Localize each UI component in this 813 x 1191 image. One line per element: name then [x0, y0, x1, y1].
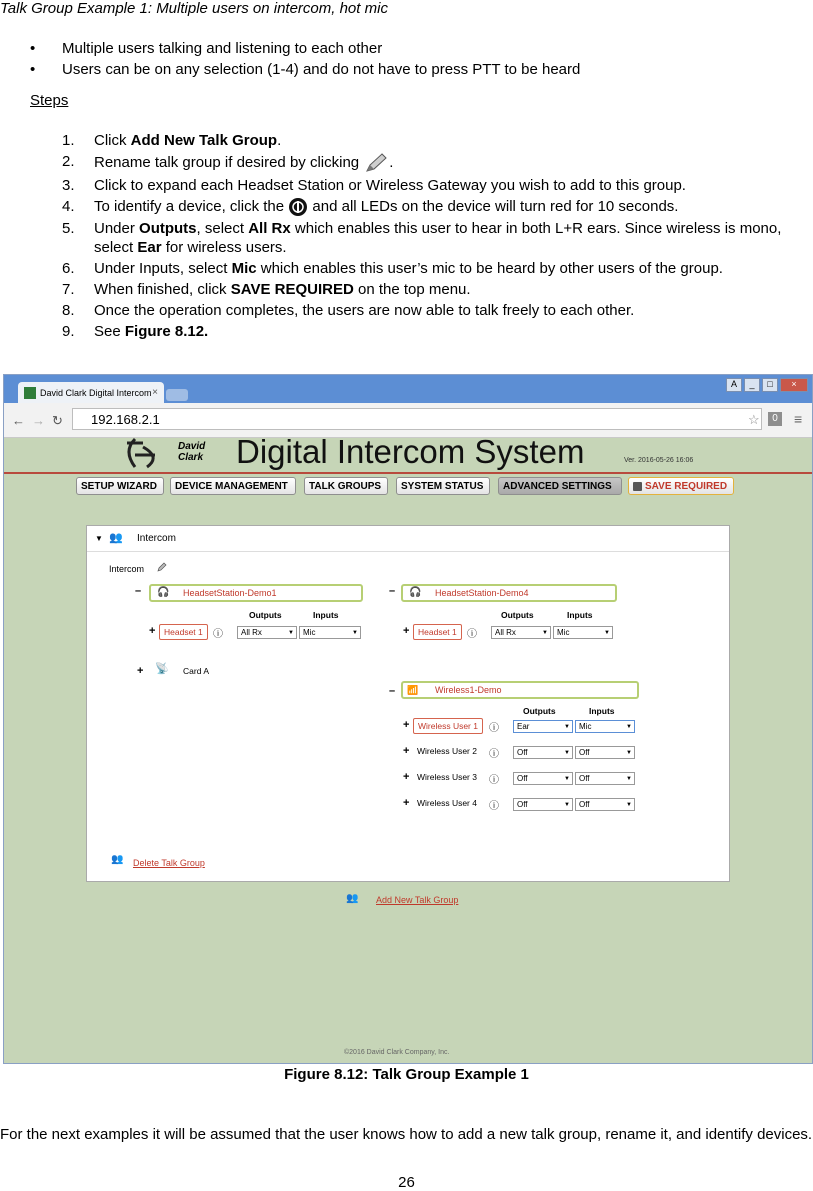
- bullet-item: • Users can be on any selection (1-4) and do not have to press PTT to be heard: [30, 59, 580, 80]
- collapse-gateway-button[interactable]: –: [389, 685, 396, 697]
- outputs-select[interactable]: All Rx ▼: [491, 626, 551, 639]
- collapse-station-button[interactable]: –: [135, 585, 142, 597]
- step-number: 7.: [62, 281, 75, 299]
- step-bold: Outputs: [139, 220, 197, 238]
- delete-talk-group-link[interactable]: Delete Talk Group: [133, 858, 205, 868]
- station-name: HeadsetStation-Demo4: [435, 588, 529, 598]
- add-device-button[interactable]: +: [403, 771, 410, 783]
- collapse-station-button[interactable]: –: [389, 585, 396, 597]
- step-text: To identify a device, click the: [94, 198, 289, 215]
- figure-caption: Figure 8.12: Talk Group Example 1: [284, 1066, 529, 1083]
- step-text: See: [94, 323, 125, 341]
- new-tab-button[interactable]: [166, 389, 188, 401]
- wireless-user[interactable]: Wireless User 1: [413, 718, 483, 734]
- bullet-item: • Multiple users talking and listening to each other: [30, 38, 580, 59]
- step-text: on the top menu.: [353, 281, 471, 299]
- identify-icon[interactable]: ⓘ: [489, 801, 499, 812]
- inputs-select[interactable]: Off ▼: [575, 772, 635, 785]
- add-device-button[interactable]: +: [403, 745, 410, 757]
- save-icon: [633, 482, 642, 491]
- outputs-header: Outputs: [501, 610, 534, 620]
- step-text: and all LEDs on the device will turn red for 10 seconds.: [308, 198, 679, 215]
- step-text: When finished, click: [94, 281, 231, 299]
- menu-icon[interactable]: ≡: [794, 411, 803, 427]
- close-icon[interactable]: ×: [152, 387, 158, 398]
- inputs-header: Inputs: [589, 706, 615, 716]
- add-group-icon: 👥: [346, 893, 359, 904]
- step-bold: Ear: [137, 239, 162, 257]
- step-item: [62, 301, 792, 320]
- extension-badge[interactable]: 0: [768, 412, 782, 426]
- outputs-header: Outputs: [249, 610, 282, 620]
- group-users-icon: 👥: [109, 532, 123, 544]
- step-number: 3.: [62, 177, 75, 194]
- station-name: HeadsetStation-Demo1: [183, 588, 277, 598]
- outputs-select[interactable]: All Rx ▼: [237, 626, 297, 639]
- step-text: Click: [94, 132, 131, 149]
- back-arrow-icon[interactable]: ←: [12, 413, 25, 428]
- maximize-button[interactable]: □: [762, 378, 778, 392]
- card-name: Card A: [183, 666, 209, 676]
- step-number: 8.: [62, 302, 75, 320]
- user-icon[interactable]: A: [726, 378, 742, 392]
- step-text: Rename talk group if desired by clicking: [94, 153, 364, 171]
- inputs-select[interactable]: Mic ▼: [575, 720, 635, 733]
- nav-talk-groups[interactable]: TALK GROUPS: [304, 477, 388, 495]
- nav-setup-wizard[interactable]: SETUP WIZARD: [76, 477, 164, 495]
- nav-advanced-settings[interactable]: ADVANCED SETTINGS: [498, 477, 622, 495]
- outputs-select[interactable]: Off ▼: [513, 798, 573, 811]
- wireless-user[interactable]: Wireless User 2: [417, 746, 477, 756]
- wireless-gateway[interactable]: [401, 681, 639, 699]
- step-item: [62, 259, 792, 278]
- headset-icon: 🎧: [157, 587, 170, 598]
- outputs-select[interactable]: Ear ▼: [513, 720, 573, 733]
- identify-icon[interactable]: ⓘ: [489, 749, 499, 760]
- bookmark-star-icon[interactable]: ☆: [748, 412, 760, 427]
- version-label: Ver. 2016-05-26 16:06: [624, 457, 694, 464]
- step-item: [62, 322, 792, 341]
- identify-icon[interactable]: ⓘ: [489, 775, 499, 786]
- pencil-icon: [363, 152, 389, 174]
- nav-system-status[interactable]: SYSTEM STATUS: [396, 477, 490, 495]
- talk-group-name: Intercom: [109, 564, 145, 574]
- identify-icon[interactable]: ⓘ: [213, 629, 223, 640]
- step-text: Click to expand each Headset Station or Wireless Gateway you wish to add to this group.: [94, 177, 686, 194]
- tab-bar: [4, 375, 812, 403]
- step-number: 4.: [62, 198, 75, 215]
- headset-icon: 🎧: [409, 587, 422, 598]
- step-number: 6.: [62, 260, 75, 278]
- add-device-button[interactable]: +: [149, 625, 156, 637]
- identify-icon: [288, 197, 308, 217]
- step-bold: Figure 8.12.: [124, 323, 209, 341]
- talk-group-header-title: Intercom: [137, 533, 176, 544]
- steps-list: [62, 131, 792, 343]
- outputs-select[interactable]: Off ▼: [513, 772, 573, 785]
- nav-device-management[interactable]: DEVICE MANAGEMENT: [170, 477, 296, 495]
- step-text: which enables this user’s mic to be heard by other users of the group.: [256, 260, 723, 278]
- identify-icon[interactable]: ⓘ: [489, 723, 499, 734]
- talk-group-panel: [86, 525, 730, 882]
- add-new-talk-group-link[interactable]: Add New Talk Group: [376, 895, 459, 905]
- outputs-select[interactable]: Off ▼: [513, 746, 573, 759]
- david-clark-logo: [121, 437, 231, 471]
- step-text: Under: [94, 220, 140, 238]
- step-number: 2.: [62, 153, 75, 170]
- bullet-list: [30, 38, 580, 80]
- step-item: [62, 280, 792, 299]
- add-device-button[interactable]: +: [403, 797, 410, 809]
- favicon-icon: [24, 387, 36, 399]
- closing-paragraph: For the next examples it will be assumed that the user knows how to add a new talk group, rename it, and identify devices.: [0, 1126, 813, 1143]
- save-required-button[interactable]: [628, 477, 734, 495]
- step-bold: Mic: [231, 260, 257, 278]
- step-text: which enables this user to hear in both L+R ears. Since wireless is mono, select: [94, 220, 782, 257]
- headset-device[interactable]: Headset 1: [413, 624, 462, 640]
- step-bold: All Rx: [248, 220, 291, 238]
- minimize-button[interactable]: _: [744, 378, 760, 392]
- save-required-label: SAVE REQUIRED: [645, 481, 728, 492]
- step-item: [62, 176, 792, 195]
- expand-card-button[interactable]: +: [137, 665, 144, 677]
- antenna-icon: 📶: [407, 685, 419, 695]
- logo-text: [178, 441, 205, 463]
- copyright-footer: ©2016 David Clark Company, Inc.: [344, 1049, 450, 1056]
- page-number: 26: [398, 1174, 415, 1191]
- steps-heading: Steps: [30, 92, 69, 109]
- wireless-user[interactable]: Wireless User 3: [417, 772, 477, 782]
- app-title: Digital Intercom System: [236, 433, 585, 470]
- step-number: 5.: [62, 220, 75, 238]
- step-text: .: [277, 132, 282, 149]
- step-item: [62, 219, 792, 257]
- inputs-select[interactable]: Off ▼: [575, 798, 635, 811]
- inputs-select[interactable]: Mic ▼: [553, 626, 613, 639]
- forward-arrow-icon[interactable]: →: [32, 413, 45, 428]
- wireless-card-icon: 📡: [155, 663, 169, 675]
- wireless-user[interactable]: Wireless User 4: [417, 798, 477, 808]
- step-item: [62, 152, 792, 174]
- headset-station-2[interactable]: [401, 584, 617, 602]
- browser-tab[interactable]: [18, 382, 164, 403]
- inputs-select[interactable]: Off ▼: [575, 746, 635, 759]
- step-bold: Add New Talk Group: [130, 132, 278, 149]
- inputs-select[interactable]: Mic ▼: [299, 626, 361, 639]
- step-text: , select: [196, 220, 249, 238]
- tab-title: David Clark Digital Intercom: [40, 387, 152, 398]
- logo-text-line: David: [178, 441, 206, 452]
- url-field[interactable]: 192.168.2.1: [72, 408, 762, 430]
- headset-station-1[interactable]: [149, 584, 363, 602]
- reload-icon[interactable]: ↻: [52, 413, 63, 428]
- step-text: for wireless users.: [161, 239, 287, 257]
- headset-device[interactable]: Headset 1: [159, 624, 208, 640]
- inputs-header: Inputs: [313, 610, 339, 620]
- step-text: Once the operation completes, the users are now able to talk freely to each other.: [94, 302, 635, 320]
- talk-group-header[interactable]: [87, 526, 729, 552]
- gateway-name: Wireless1-Demo: [435, 685, 502, 695]
- step-item: [62, 197, 792, 217]
- step-item: [62, 131, 792, 150]
- identify-icon[interactable]: ⓘ: [467, 629, 477, 640]
- step-bold: SAVE REQUIRED: [230, 281, 354, 299]
- inputs-header: Inputs: [567, 610, 593, 620]
- step-number: 9.: [62, 323, 75, 341]
- collapse-caret-icon[interactable]: ▼: [95, 534, 103, 543]
- logo-text-line: Clark: [178, 452, 204, 463]
- browser-window: [3, 374, 813, 1064]
- step-number: 1.: [62, 132, 75, 149]
- delete-group-icon: 👥: [111, 854, 124, 865]
- add-device-button[interactable]: +: [403, 719, 410, 731]
- add-device-button[interactable]: +: [403, 625, 410, 637]
- step-text: .: [389, 153, 394, 171]
- header-divider: [4, 472, 812, 474]
- window-close-button[interactable]: ×: [780, 378, 808, 392]
- doc-title: Talk Group Example 1: Multiple users on intercom, hot mic: [0, 0, 388, 17]
- outputs-header: Outputs: [523, 706, 556, 716]
- step-text: Under Inputs, select: [94, 260, 232, 278]
- rename-pencil-icon[interactable]: [157, 562, 167, 572]
